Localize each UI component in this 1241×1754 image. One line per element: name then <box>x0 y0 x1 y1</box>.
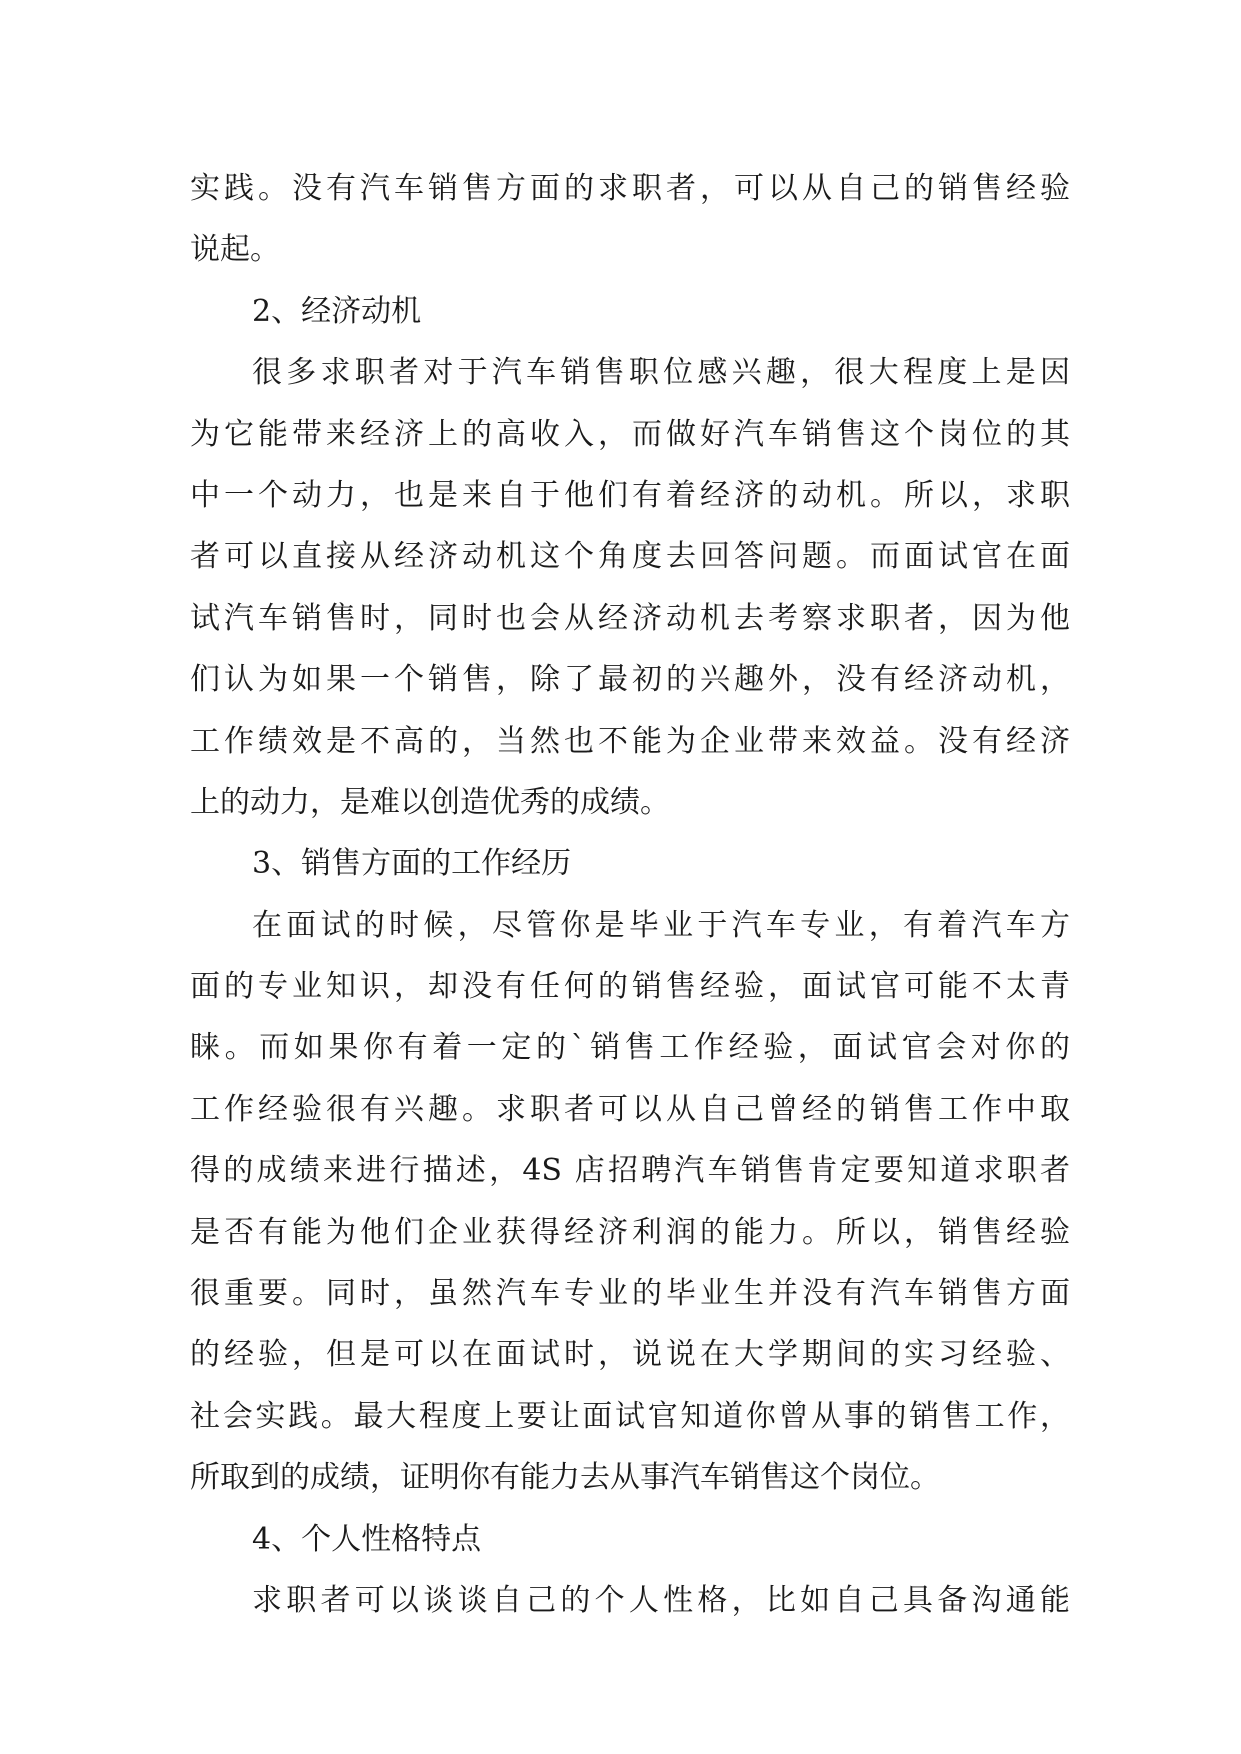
text-line: 上的动力，是难以创造优秀的成绩。 <box>190 784 670 820</box>
text-line: 是否有能为他们企业获得经济利润的能力。所以，销售经验 <box>190 1214 1070 1250</box>
text-line: 求职者可以谈谈自己的个人性格，比如自己具备沟通能 <box>252 1582 1070 1618</box>
text-line: 很重要。同时，虽然汽车专业的毕业生并没有汽车销售方面 <box>190 1276 1070 1312</box>
text-line: 试汽车销售时，同时也会从经济动机去考察求职者，因为他 <box>190 600 1070 636</box>
text-line: 所取到的成绩，证明你有能力去从事汽车销售这个岗位。 <box>190 1460 940 1496</box>
text-line: 在面试的时候，尽管你是毕业于汽车专业，有着汽车方 <box>252 907 1070 943</box>
text-line: 说起。 <box>190 232 280 268</box>
text-line: 为它能带来经济上的高收入，而做好汽车销售这个岗位的其 <box>190 416 1070 452</box>
text-line: 2、经济动机 <box>252 293 422 329</box>
text-line: 工作经验很有兴趣。求职者可以从自己曾经的销售工作中取 <box>190 1091 1070 1127</box>
text-line: 睐。而如果你有着一定的`销售工作经验，面试官会对你的 <box>190 1030 1070 1066</box>
text-line: 者可以直接从经济动机这个角度去回答问题。而面试官在面 <box>190 539 1070 575</box>
text-line: 面的专业知识，却没有任何的销售经验，面试官可能不太青 <box>190 969 1070 1005</box>
text-line: 实践。没有汽车销售方面的求职者，可以从自己的销售经验 <box>190 171 1070 206</box>
text-line: 的经验，但是可以在面试时，说说在大学期间的实习经验、 <box>190 1337 1070 1373</box>
text-line: 工作绩效是不高的，当然也不能为企业带来效益。没有经济 <box>190 723 1070 759</box>
text-line: 3、销售方面的工作经历 <box>252 846 572 882</box>
text-line: 中一个动力，也是来自于他们有着经济的动机。所以，求职 <box>190 477 1070 513</box>
text-line: 得的成绩来进行描述，4S 店招聘汽车销售肯定要知道求职者 <box>190 1153 1070 1189</box>
text-line: 4、个人性格特点 <box>252 1521 482 1557</box>
document-body <box>190 158 1070 1631</box>
text-line: 很多求职者对于汽车销售职位感兴趣，很大程度上是因 <box>252 355 1070 391</box>
text-line: 社会实践。最大程度上要让面试官知道你曾从事的销售工作， <box>190 1398 1070 1434</box>
text-line: 们认为如果一个销售，除了最初的兴趣外，没有经济动机， <box>190 662 1070 698</box>
